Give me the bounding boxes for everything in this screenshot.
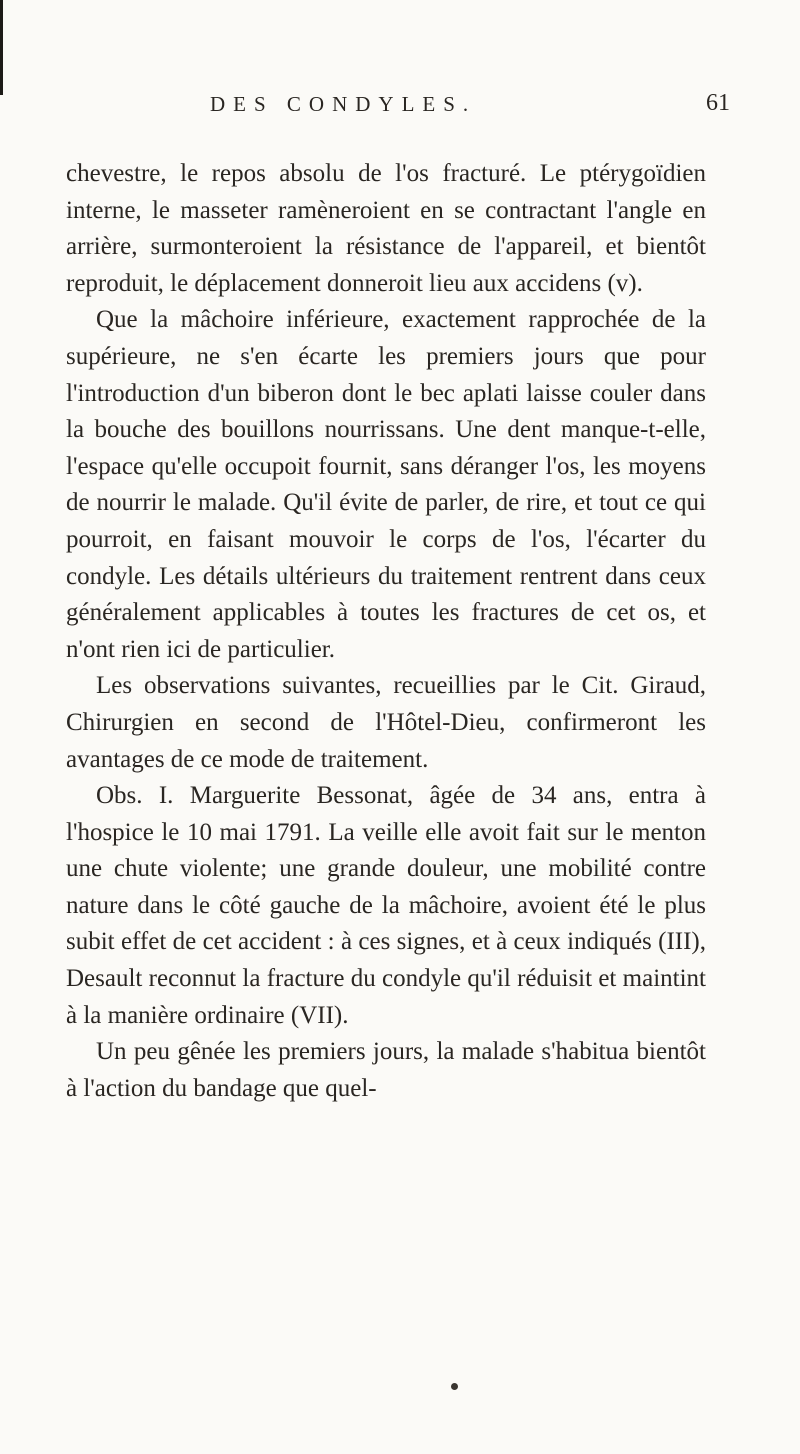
paragraph-recovery: Un peu gênée les premiers jours, la malade s'habitua bientôt à l'action du bandage que quel- <box>66 1038 706 1102</box>
ink-dot <box>451 1383 458 1390</box>
page-number: 61 <box>706 90 730 116</box>
paragraph-observations-intro: Les observations suivantes, recueillies par le Cit. Giraud, Chirurgien en second de l'Hôtel-Dieu, confirmeront les avantages de ce mode de traitement. <box>66 672 706 773</box>
running-head <box>0 92 800 122</box>
paragraph-observation-1: Obs. I. Marguerite Bessonat, âgée de 34 ans, entra à l'hospice le 10 mai 1791. La veille elle avoit fait sur le menton une chute violente; une grande douleur, une mobilité contre nature dans le côté gauche de la mâchoire, avoient été le plus subit effet de cet accident : à ces signes, et à ceux indiqués (III), Desault reconnut la fracture du condyle qu'il réduisit et maintint à la manière ordinaire (VII). <box>66 782 706 1029</box>
paragraph-continuation: chevestre, le repos absolu de l'os fracturé. Le ptérygoïdien interne, le masseter ramèneroient en se contractant l'angle en arrière, surmonteroient la résistance de l'appareil, et bientôt reproduit, le déplacement donneroit lieu aux accidens (v). <box>66 160 706 297</box>
running-title: DES CONDYLES. <box>210 92 477 116</box>
binding-edge <box>0 0 3 95</box>
paragraph-jaw-treatment: Que la mâchoire inférieure, exactement rapprochée de la supérieure, ne s'en écarte les premiers jours que pour l'introduction d'un biberon dont le bec aplati laisse couler dans la bouche des bouillons nourrissans. Une dent manque-t-elle, l'espace qu'elle occupoit fournit, sans déranger l'os, les moyens de nourrir le malade. Qu'il évite de parler, de rire, et tout ce qui pourroit, en faisant mouvoir le corps de l'os, l'écarter du condyle. Les détails ultérieurs du traitement rentrent dans ceux généralement applicables à toutes les fractures de cet os, et n'ont rien ici de particulier. <box>66 306 706 663</box>
body-text <box>66 156 706 1107</box>
